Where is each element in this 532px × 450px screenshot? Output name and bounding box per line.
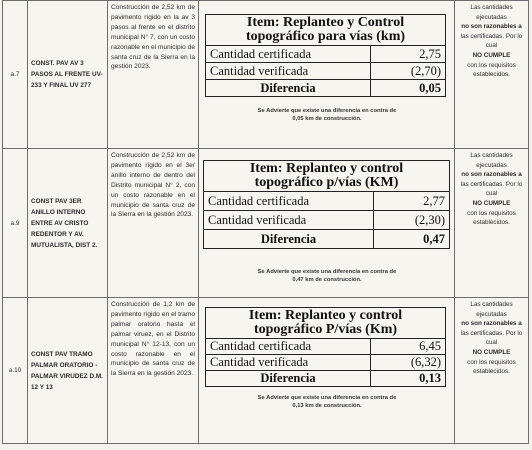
result-text-b: no son razonables a [461,171,522,179]
verification-cell [199,298,455,444]
audit-table [2,0,529,444]
result-text-c: las certificadas. Por lo cual [460,329,523,347]
box-title-line1: Item: Replanteo y Control [246,15,405,30]
certified-label: Cantidad certificada [206,46,371,63]
result-verdict: NO CUMPLE [472,51,511,59]
verified-value: (2,70) [371,63,446,80]
verification-cell [199,1,455,149]
difference-value: 0,13 [371,371,446,387]
verification-box [205,14,446,97]
difference-label: Diferencia [206,80,371,97]
compliance-result [455,1,529,149]
project-name: CONST. PAV AV 3 PASOS AL FRENTE UV-233 Y FINAL UV 277 [28,1,108,149]
project-description [108,298,199,444]
note-line2: 0,13 km de construcción. [292,403,362,409]
box-title-line1: Item: Replanteo y control [248,308,403,323]
project-description [108,149,199,298]
result-text-a: Las cantidades ejecutadas [470,152,513,169]
box-title-line2: topográfico p/vías (KM) [254,175,399,190]
row-number: a.9 [3,149,28,298]
compliance-result [455,298,529,444]
note-line2: 0,05 km de construcción. [292,116,362,122]
box-title [206,308,446,339]
result-text-c: las certificadas. Por lo cual [460,180,523,198]
difference-value: 0,47 [374,230,450,249]
compliance-result [455,149,529,298]
difference-note [199,107,455,123]
verified-label: Cantidad verificada [206,63,371,80]
verification-box [205,307,446,387]
result-text-e: con los requisitos establecidos. [467,61,516,79]
result-text-c: las certificadas. Por lo cual [460,32,523,50]
certified-label: Cantidad certificada [204,192,374,211]
difference-note [199,268,455,284]
difference-label: Diferencia [206,371,371,387]
difference-label: Diferencia [204,230,374,249]
box-title-line2: topográfico P/vías (Km) [253,322,398,337]
table-row [3,1,529,149]
box-title-line1: Item: Replanteo y control [249,161,404,176]
project-description [108,1,199,149]
verified-label: Cantidad verificada [204,211,374,230]
row-number: a.10 [3,298,28,444]
project-name: CONST PAV TRAMO PALMAR ORATORIO - PALMAR VIRUDEZ D.M. 12 Y 13 [28,298,108,444]
verification-container [199,298,454,443]
note-line1: Se Advierte que existe una diferencia en contra de [257,108,397,114]
verification-box [203,160,450,249]
result-text-b: no son razonables a [461,23,522,31]
description-text: Construcción de 1,2 km de pavimento rígido en el tramo palmar oratorio hasta el palmar viruez, en el Distrito municipal N° 12-13, con un costo razonable en el municipio de santa cruz de la Sierra en la gestión 2023. [111,301,195,378]
note-line1: Se Advierte que existe una diferencia en contra de [257,269,397,275]
certified-label: Cantidad certificada [206,339,371,355]
box-title-line2: topográfico para vías (km) [245,29,406,44]
verification-container [199,1,454,148]
verification-cell [199,149,455,298]
note-line2: 0,47 km de construcción. [292,277,362,283]
result-verdict: NO CUMPLE [472,348,511,356]
table-row [3,298,529,444]
box-title [206,15,446,46]
verified-value: (6,32) [371,355,446,371]
row-number: a.7 [3,1,28,149]
result-text-a: Las cantidades ejecutadas [470,4,513,21]
certified-value: 2,77 [374,192,450,211]
result-text-b: no son razonables a [461,320,522,328]
project-name: CONST PAV 3ER ANILLO INTERNO ENTRE AV CRISTO REDENTOR Y AV. MUTUALISTA, DIST 2. [28,149,108,298]
result-text-a: Las cantidades ejecutadas [470,301,513,318]
result-text-e: con los requisitos establecidos. [467,209,516,227]
box-title [204,161,450,192]
difference-note [199,394,455,410]
verified-label: Cantidad verificada [206,355,371,371]
certified-value: 2,75 [371,46,446,63]
note-line1: Se Advierte que existe una diferencia en contra de [257,395,397,401]
certified-value: 6,45 [371,339,446,355]
result-text-e: con los requisitos establecidos. [467,358,516,376]
description-text: Construcción de 2,52 km de pavimento rígido en la av 3 pasos al frente en el distrito municipal N° 7, con un costo razonable en el municipio de santa cruz de la Sierra en la gestión 2023. [111,4,195,71]
verified-value: (2,30) [374,211,450,230]
description-text: Construcción de 2,52 km de pavimento rígido en el 3er anillo interno de dentro del Distrito municipal N° 2, con un costo razonable en el municipio de santa cruz de la Sierra en la gestión 2023. [111,152,195,219]
table-row [3,149,529,298]
difference-value: 0,05 [371,80,446,97]
verification-container [199,149,454,297]
result-verdict: NO CUMPLE [472,199,511,207]
